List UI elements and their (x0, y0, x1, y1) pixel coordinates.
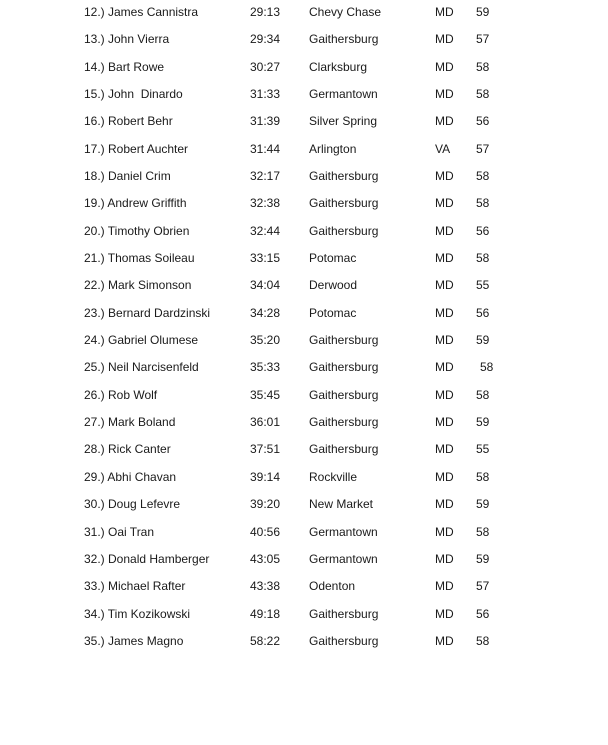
runner-state: MD (435, 32, 454, 46)
runner-place-name: 15.) John Dinardo (84, 87, 183, 101)
finish-time: 32:44 (250, 224, 281, 238)
runner-city: Potomac (309, 251, 357, 265)
result-row (0, 578, 608, 594)
result-row (0, 168, 608, 184)
runner-age: 58 (476, 87, 490, 101)
finish-time: 34:28 (250, 306, 281, 320)
runner-place-name: 16.) Robert Behr (84, 114, 173, 128)
runner-state: MD (435, 607, 454, 621)
runner-place-name: 21.) Thomas Soileau (84, 251, 195, 265)
runner-state: MD (435, 306, 454, 320)
runner-place-name: 34.) Tim Kozikowski (84, 607, 191, 621)
runner-city: Gaithersburg (309, 415, 379, 429)
runner-city: Arlington (309, 142, 357, 156)
result-row (0, 59, 608, 75)
runner-place-name: 19.) Andrew Griffith (84, 196, 187, 210)
result-row (0, 414, 608, 430)
runner-city: Chevy Chase (309, 5, 382, 19)
result-row (0, 332, 608, 348)
runner-age: 57 (476, 142, 490, 156)
finish-time: 33:15 (250, 251, 281, 265)
finish-time: 34:04 (250, 278, 281, 292)
finish-time: 39:14 (250, 470, 281, 484)
runner-state: MD (435, 196, 454, 210)
finish-time: 35:33 (250, 360, 281, 374)
result-row (0, 113, 608, 129)
runner-city: Gaithersburg (309, 169, 379, 183)
runner-place-name: 25.) Neil Narcisenfeld (84, 360, 199, 374)
runner-age: 57 (476, 32, 490, 46)
finish-time: 29:13 (250, 5, 281, 19)
runner-age: 58 (476, 196, 490, 210)
runner-age: 58 (476, 470, 490, 484)
runner-place-name: 12.) James Cannistra (84, 5, 199, 19)
runner-age: 59 (476, 497, 490, 511)
runner-state: MD (435, 278, 454, 292)
runner-age: 56 (476, 224, 490, 238)
runner-place-name: 22.) Mark Simonson (84, 278, 192, 292)
runner-city: Gaithersburg (309, 196, 379, 210)
runner-age: 59 (476, 415, 490, 429)
result-row (0, 277, 608, 293)
runner-city: Gaithersburg (309, 224, 379, 238)
runner-state: MD (435, 579, 454, 593)
runner-state: MD (435, 525, 454, 539)
result-row (0, 141, 608, 157)
runner-place-name: 28.) Rick Canter (84, 442, 171, 456)
runner-city: Odenton (309, 579, 356, 593)
result-row (0, 305, 608, 321)
runner-age: 58 (476, 525, 490, 539)
runner-state: MD (435, 114, 454, 128)
runner-age: 56 (476, 114, 490, 128)
runner-place-name: 13.) John Vierra (84, 32, 170, 46)
finish-time: 43:05 (250, 552, 281, 566)
runner-state: MD (435, 224, 454, 238)
result-row (0, 223, 608, 239)
runner-city: Gaithersburg (309, 442, 379, 456)
runner-place-name: 32.) Donald Hamberger (84, 552, 210, 566)
runner-age: 59 (476, 552, 490, 566)
runner-state: MD (435, 470, 454, 484)
finish-time: 35:20 (250, 333, 281, 347)
runner-state: MD (435, 169, 454, 183)
runner-state: MD (435, 497, 454, 511)
result-row (0, 387, 608, 403)
runner-age: 58 (476, 251, 490, 265)
result-row (0, 606, 608, 622)
result-row (0, 86, 608, 102)
finish-time: 30:27 (250, 60, 281, 74)
runner-state: MD (435, 87, 454, 101)
runner-city: Clarksburg (309, 60, 368, 74)
runner-city: Potomac (309, 306, 357, 320)
runner-city: Gaithersburg (309, 32, 379, 46)
runner-state: MD (435, 5, 454, 19)
runner-place-name: 24.) Gabriel Olumese (84, 333, 199, 347)
runner-city: Gaithersburg (309, 360, 379, 374)
runner-place-name: 33.) Michael Rafter (84, 579, 186, 593)
runner-city: Germantown (309, 87, 378, 101)
runner-state: MD (435, 415, 454, 429)
result-row (0, 195, 608, 211)
runner-place-name: 31.) Oai Tran (84, 525, 155, 539)
finish-time: 31:39 (250, 114, 281, 128)
runner-age: 58 (476, 60, 490, 74)
finish-time: 35:45 (250, 388, 281, 402)
runner-state: MD (435, 333, 454, 347)
runner-age: 59 (476, 333, 490, 347)
runner-age: 57 (476, 579, 490, 593)
finish-time: 39:20 (250, 497, 281, 511)
runner-age: 59 (476, 5, 490, 19)
result-row (0, 359, 608, 375)
runner-city: Derwood (309, 278, 358, 292)
finish-time: 43:38 (250, 579, 281, 593)
result-row (0, 496, 608, 512)
runner-state: MD (435, 388, 454, 402)
finish-time: 31:44 (250, 142, 281, 156)
runner-city: Rockville (309, 470, 358, 484)
runner-place-name: 35.) James Magno (84, 634, 184, 648)
runner-age: 55 (476, 442, 490, 456)
runner-place-name: 30.) Doug Lefevre (84, 497, 181, 511)
runner-state: VA (435, 142, 451, 156)
result-row (0, 441, 608, 457)
runner-age: 58 (476, 634, 490, 648)
runner-state: MD (435, 552, 454, 566)
runner-state: MD (435, 442, 454, 456)
runner-city: Silver Spring (309, 114, 378, 128)
runner-place-name: 20.) Timothy Obrien (84, 224, 190, 238)
finish-time: 37:51 (250, 442, 281, 456)
result-row (0, 250, 608, 266)
finish-time: 36:01 (250, 415, 281, 429)
runner-place-name: 29.) Abhi Chavan (84, 470, 177, 484)
result-row (0, 31, 608, 47)
runner-age: 56 (476, 306, 490, 320)
result-row (0, 551, 608, 567)
runner-city: New Market (309, 497, 374, 511)
runner-place-name: 27.) Mark Boland (84, 415, 176, 429)
runner-city: Gaithersburg (309, 388, 379, 402)
runner-city: Germantown (309, 552, 378, 566)
runner-place-name: 18.) Daniel Crim (84, 169, 171, 183)
finish-time: 40:56 (250, 525, 281, 539)
result-row (0, 4, 608, 20)
runner-city: Gaithersburg (309, 634, 379, 648)
runner-state: MD (435, 251, 454, 265)
runner-state: MD (435, 360, 454, 374)
result-row (0, 469, 608, 485)
runner-age: 58 (480, 360, 494, 374)
runner-place-name: 23.) Bernard Dardzinski (84, 306, 211, 320)
runner-age: 58 (476, 388, 490, 402)
runner-age: 58 (476, 169, 490, 183)
runner-place-name: 17.) Robert Auchter (84, 142, 189, 156)
runner-age: 55 (476, 278, 490, 292)
runner-state: MD (435, 60, 454, 74)
finish-time: 32:17 (250, 169, 281, 183)
runner-city: Germantown (309, 525, 378, 539)
runner-city: Gaithersburg (309, 333, 379, 347)
runner-city: Gaithersburg (309, 607, 379, 621)
finish-time: 29:34 (250, 32, 281, 46)
result-row (0, 633, 608, 649)
runner-age: 56 (476, 607, 490, 621)
result-row (0, 524, 608, 540)
finish-time: 32:38 (250, 196, 281, 210)
finish-time: 31:33 (250, 87, 281, 101)
finish-time: 49:18 (250, 607, 281, 621)
runner-state: MD (435, 634, 454, 648)
runner-place-name: 14.) Bart Rowe (84, 60, 165, 74)
runner-place-name: 26.) Rob Wolf (84, 388, 158, 402)
finish-time: 58:22 (250, 634, 281, 648)
